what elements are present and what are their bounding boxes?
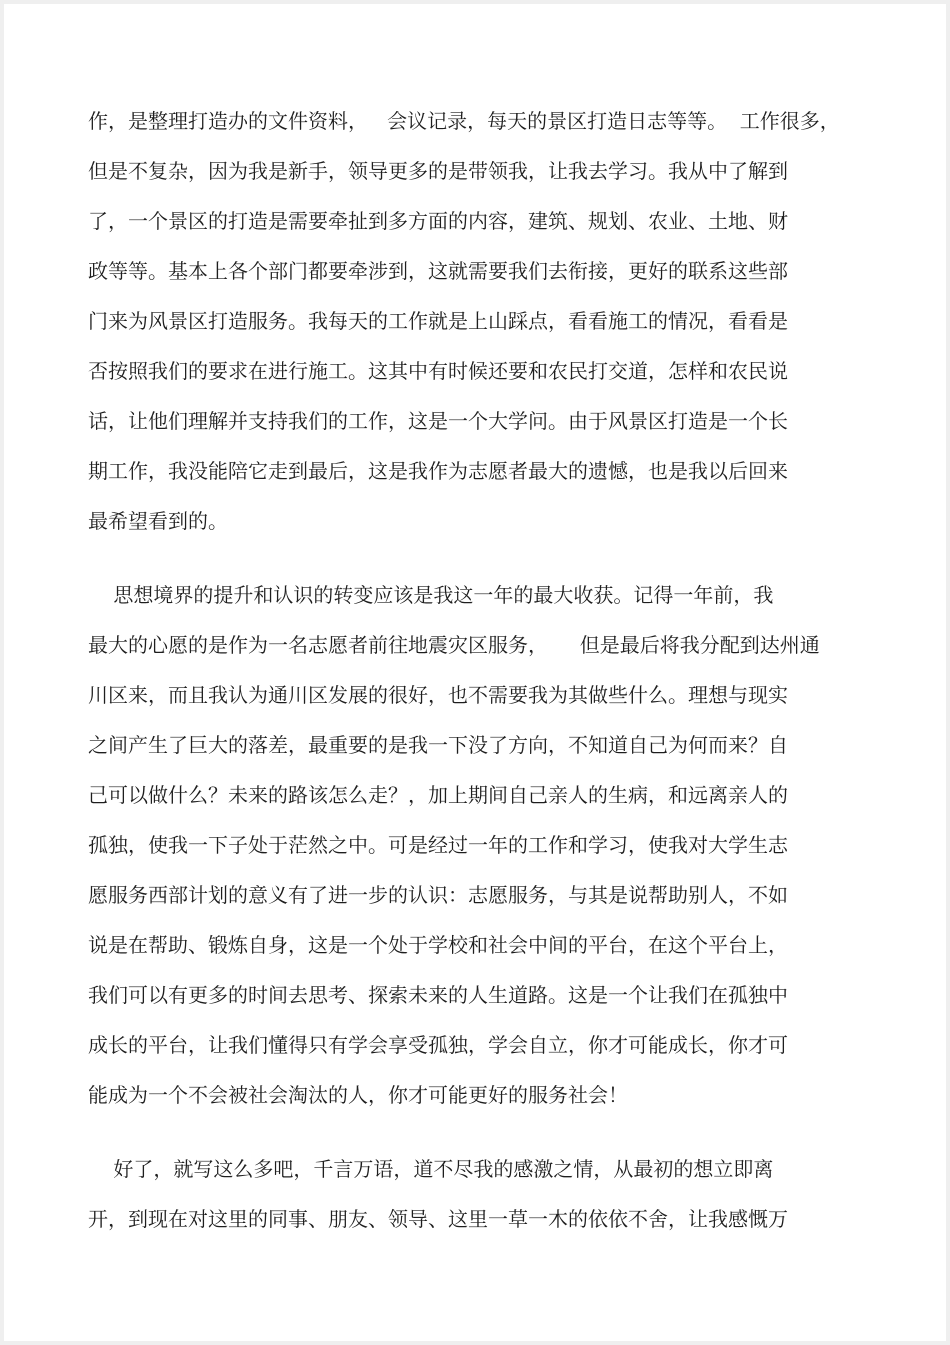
text-line: 政等等。基本上各个部门都要牵涉到，这就需要我们去衔接，更好的联系这些部 bbox=[88, 259, 788, 283]
paragraph-2 bbox=[88, 570, 868, 1120]
text-line: 开，到现在对这里的同事、朋友、领导、这里一草一木的依依不舍，让我感慨万 bbox=[88, 1207, 788, 1231]
text-line: 能成为一个不会被社会淘汰的人，你才可能更好的服务社会！ bbox=[88, 1083, 628, 1107]
text-line: 好了，就写这么多吧，千言万语，道不尽我的感激之情，从最初的想立即离 bbox=[88, 1157, 774, 1181]
text-line: 孤独，使我一下子处于茫然之中。可是经过一年的工作和学习，使我对大学生志 bbox=[88, 833, 788, 857]
text-line: 说是在帮助、锻炼自身，这是一个处于学校和社会中间的平台，在这个平台上， bbox=[88, 933, 788, 957]
text-line: 作，是整理打造办的文件资料， 会议记录，每天的景区打造日志等等。 工作很多， bbox=[88, 109, 840, 133]
text-line: 否按照我们的要求在进行施工。这其中有时候还要和农民打交道，怎样和农民说 bbox=[88, 359, 788, 383]
paragraph-3 bbox=[88, 1144, 868, 1244]
text-line: 最大的心愿的是作为一名志愿者前往地震灾区服务， 但是最后将我分配到达州通 bbox=[88, 633, 820, 657]
text-line: 话，让他们理解并支持我们的工作，这是一个大学问。由于风景区打造是一个长 bbox=[88, 409, 788, 433]
document-body bbox=[88, 96, 868, 1244]
text-line: 愿服务西部计划的意义有了进一步的认识：志愿服务，与其是说帮助别人，不如 bbox=[88, 883, 788, 907]
text-line: 了，一个景区的打造是需要牵扯到多方面的内容，建筑、规划、农业、土地、财 bbox=[88, 209, 788, 233]
text-line: 川区来，而且我认为通川区发展的很好，也不需要我为其做些什么。理想与现实 bbox=[88, 683, 788, 707]
document-page bbox=[4, 4, 946, 1341]
text-line: 但是不复杂，因为我是新手，领导更多的是带领我，让我去学习。我从中了解到 bbox=[88, 159, 788, 183]
text-line: 之间产生了巨大的落差，最重要的是我一下没了方向，不知道自己为何而来？自 bbox=[88, 733, 788, 757]
text-line: 期工作，我没能陪它走到最后，这是我作为志愿者最大的遗憾，也是我以后回来 bbox=[88, 459, 788, 483]
text-line: 最希望看到的。 bbox=[88, 509, 228, 533]
text-line: 我们可以有更多的时间去思考、探索未来的人生道路。这是一个让我们在孤独中 bbox=[88, 983, 788, 1007]
paragraph-1 bbox=[88, 96, 868, 546]
text-line: 己可以做什么？未来的路该怎么走？，加上期间自己亲人的生病，和远离亲人的 bbox=[88, 783, 788, 807]
text-line: 成长的平台，让我们懂得只有学会享受孤独，学会自立，你才可能成长，你才可 bbox=[88, 1033, 788, 1057]
text-line: 门来为风景区打造服务。我每天的工作就是上山踩点，看看施工的情况，看看是 bbox=[88, 309, 788, 333]
paragraph-spacer bbox=[88, 546, 868, 570]
paragraph-spacer bbox=[88, 1120, 868, 1144]
text-line: 思想境界的提升和认识的转变应该是我这一年的最大收获。记得一年前，我 bbox=[88, 583, 774, 607]
